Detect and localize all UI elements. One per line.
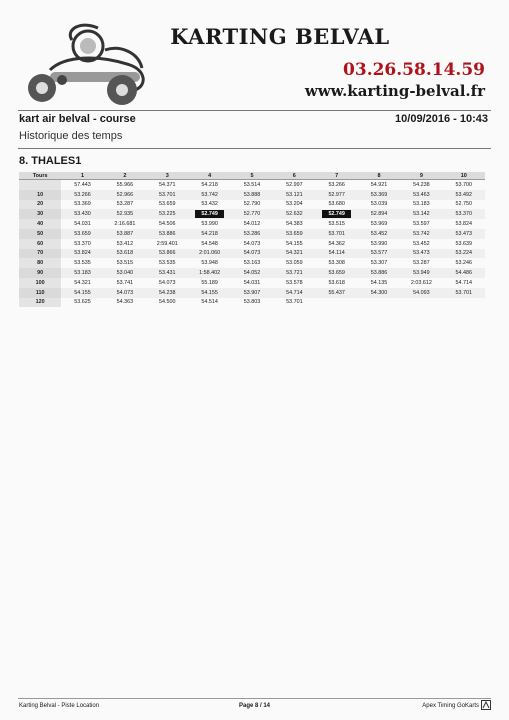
- lap-time-cell: 53.515: [328, 221, 345, 228]
- lap-time-cell: 53.059: [286, 260, 303, 267]
- page-number: Page 8 / 14: [238, 703, 271, 709]
- event-datetime: 10/09/2016 - 10:43: [395, 113, 488, 125]
- lap-time-cell: 53.700: [455, 181, 473, 188]
- lap-time-cell: 53.824: [455, 221, 473, 228]
- table-row: [19, 239, 485, 249]
- lap-time-cell: 53.266: [61, 190, 103, 200]
- header-divider: [18, 110, 491, 111]
- lap-time-cell: 53.886: [358, 268, 400, 278]
- lap-time-cell: 54.714: [273, 288, 315, 298]
- lap-time-cell: 53.742: [400, 229, 442, 239]
- lap-time-cell: 54.548: [201, 240, 218, 247]
- lap-time-cell: 53.742: [188, 190, 230, 200]
- lap-number-cell: 100: [19, 278, 61, 288]
- lap-time-cell: 53.246: [455, 260, 473, 267]
- lap-time-cell: 54.371: [159, 181, 176, 188]
- lap-time-cell: 54.321: [273, 249, 315, 259]
- lap-time-cell: 54.514: [201, 299, 218, 306]
- lap-time-cell: 54.073: [243, 240, 261, 247]
- brand-title: KARTING BELVAL: [170, 24, 390, 49]
- lap-number-cell: 90: [19, 268, 61, 278]
- lap-time-cell: 52.977: [316, 190, 358, 200]
- lap-time-cell: 53.535: [74, 260, 91, 267]
- lap-number-cell: 20: [19, 200, 61, 210]
- lap-time-cell: 54.155: [286, 240, 303, 247]
- lap-time-cell: 53.701: [146, 190, 188, 200]
- lap-time-cell: 53.741: [116, 279, 134, 286]
- lap-time-cell: 53.969: [370, 221, 388, 228]
- lap-time-cell: 54.218: [188, 229, 230, 239]
- footer-location: Karting Belval - Piste Location: [19, 703, 100, 709]
- lap-time-cell: 55.437: [316, 288, 358, 298]
- lap-time-cell: 54.031: [74, 221, 91, 228]
- lap-time-cell: 53.473: [400, 249, 442, 259]
- lap-number-cell: 110: [19, 288, 61, 298]
- lap-time-cell: 54.114: [316, 249, 358, 259]
- lap-time-cell: 53.701: [286, 299, 303, 306]
- lap-time-cell: [443, 298, 485, 308]
- lap-time-cell: 2:59.401: [156, 240, 178, 247]
- column-header-7: 7: [316, 172, 358, 180]
- lap-number-cell: 30: [19, 209, 61, 219]
- lap-time-cell: 53.432: [201, 201, 218, 208]
- lap-time-cell: 52.790: [243, 201, 261, 208]
- lap-time-cell: 53.886: [146, 229, 188, 239]
- lap-time-cell: 54.300: [358, 288, 400, 298]
- lap-time-cell: 53.412: [116, 240, 134, 247]
- lap-time-cell: 53.514: [243, 181, 261, 188]
- table-row: [19, 298, 485, 308]
- lap-time-cell: 53.266: [328, 181, 345, 188]
- lap-time-cell: 2:01.060: [188, 249, 230, 259]
- lap-time-cell: 53.142: [400, 209, 442, 219]
- lap-time-cell: 53.866: [146, 249, 188, 259]
- lap-number-cell: 10: [19, 190, 61, 200]
- lap-time-cell: 54.383: [286, 221, 303, 228]
- best-lap-time-cell: [188, 209, 230, 219]
- table-row: [19, 278, 485, 288]
- lap-time-cell: 1:58.402: [188, 268, 230, 278]
- lap-time-cell: 53.824: [61, 249, 103, 259]
- lap-number-cell: 80: [19, 258, 61, 268]
- lap-time-cell: 54.052: [231, 268, 273, 278]
- lap-time-cell: 53.369: [358, 190, 400, 200]
- lap-time-cell: 53.948: [201, 260, 218, 267]
- lap-time-cell: 53.463: [400, 190, 442, 200]
- lap-time-cell: 54.218: [201, 181, 218, 188]
- lap-time-cell: 53.659: [159, 201, 176, 208]
- column-header-3: 3: [146, 172, 188, 180]
- lap-time-cell: 53.286: [231, 229, 273, 239]
- lap-time-cell: 54.155: [188, 288, 230, 298]
- lap-time-cell: 2:03.612: [410, 279, 432, 286]
- lap-time-cell: 53.287: [116, 201, 134, 208]
- lap-time-cell: 54.073: [231, 249, 273, 259]
- lap-time-cell: 53.307: [370, 260, 388, 267]
- lap-time-cell: [316, 298, 358, 308]
- lap-time-cell: 53.659: [61, 229, 103, 239]
- lap-number-cell: 70: [19, 249, 61, 259]
- lap-time-cell: 53.597: [413, 221, 430, 228]
- lap-time-cell: 53.618: [328, 279, 345, 286]
- table-row: [19, 209, 485, 219]
- lap-time-cell: 55.966: [116, 181, 134, 188]
- lap-time-cell: 53.625: [74, 299, 91, 306]
- lap-time-cell: 53.224: [443, 249, 485, 259]
- lap-number-cell: [19, 180, 61, 190]
- lap-time-cell: 53.431: [146, 268, 188, 278]
- column-header-10: 10: [443, 172, 485, 180]
- lap-time-cell: 53.990: [370, 240, 388, 247]
- lap-number-cell: 120: [19, 298, 61, 308]
- lap-time-cell: 54.238: [413, 181, 430, 188]
- best-lap-highlight: 52.749: [195, 210, 224, 218]
- footer-divider: [18, 698, 491, 699]
- lap-time-cell: 2:16.681: [114, 221, 136, 228]
- lap-time-cell: 54.093: [400, 288, 442, 298]
- lap-time-cell: 53.659: [273, 229, 315, 239]
- table-row: [19, 219, 485, 229]
- lap-time-cell: 54.012: [243, 221, 261, 228]
- best-lap-highlight: 52.749: [322, 210, 351, 218]
- apex-timing-icon: [481, 700, 491, 710]
- lap-time-cell: 54.238: [146, 288, 188, 298]
- lap-time-cell: 54.031: [243, 279, 261, 286]
- lap-time-cell: 53.039: [370, 201, 388, 208]
- column-header-6: 6: [273, 172, 315, 180]
- lap-time-cell: 53.121: [273, 190, 315, 200]
- lap-time-cell: 52.770: [231, 209, 273, 219]
- lap-time-cell: 53.701: [316, 229, 358, 239]
- lap-time-cell: 53.515: [116, 260, 134, 267]
- subtitle-divider: [18, 148, 491, 149]
- table-header-row: [19, 172, 485, 180]
- lap-time-cell: 53.888: [231, 190, 273, 200]
- lap-time-cell: [358, 298, 400, 308]
- lap-time-cell: 53.680: [328, 201, 345, 208]
- lap-time-cell: 53.990: [201, 221, 218, 228]
- lap-time-cell: 52.894: [358, 209, 400, 219]
- column-header-4: 4: [188, 172, 230, 180]
- lap-time-cell: 52.935: [104, 209, 146, 219]
- lap-time-cell: 53.183: [413, 201, 430, 208]
- lap-time-cell: 53.370: [74, 240, 91, 247]
- page-subtitle: Historique des temps: [19, 130, 123, 142]
- lap-time-cell: 53.639: [455, 240, 473, 247]
- lap-time-cell: 53.473: [443, 229, 485, 239]
- lap-time-cell: 53.040: [104, 268, 146, 278]
- lap-time-cell: 53.287: [413, 260, 430, 267]
- lap-number-cell: 50: [19, 229, 61, 239]
- lap-time-cell: 52.750: [455, 201, 473, 208]
- table-row: [19, 258, 485, 268]
- lap-time-cell: 54.714: [455, 279, 473, 286]
- lap-time-cell: 53.370: [443, 209, 485, 219]
- column-header-5: 5: [231, 172, 273, 180]
- column-header-2: 2: [104, 172, 146, 180]
- lap-time-cell: 53.577: [358, 249, 400, 259]
- table-body: [19, 180, 485, 308]
- lap-time-cell: 54.363: [116, 299, 134, 306]
- lap-time-cell: 53.907: [231, 288, 273, 298]
- table-row: [19, 190, 485, 200]
- lap-time-cell: 54.135: [370, 279, 388, 286]
- column-header-9: 9: [400, 172, 442, 180]
- lap-time-cell: 53.535: [159, 260, 176, 267]
- table-row: [19, 268, 485, 278]
- lap-time-cell: 53.721: [273, 268, 315, 278]
- lap-time-cell: 54.486: [443, 268, 485, 278]
- lap-time-cell: 53.949: [400, 268, 442, 278]
- website-link[interactable]: www.karting-belval.fr: [304, 82, 485, 100]
- lap-time-cell: 53.452: [358, 229, 400, 239]
- column-header-1: 1: [61, 172, 103, 180]
- table-row: [19, 249, 485, 259]
- lap-time-cell: [400, 298, 442, 308]
- event-name: kart air belval - course: [19, 113, 136, 125]
- lap-time-cell: 52.632: [273, 209, 315, 219]
- lap-time-cell: 53.308: [328, 260, 345, 267]
- driver-name: 8. THALES1: [19, 155, 82, 167]
- lap-time-cell: 53.887: [104, 229, 146, 239]
- table-row: [19, 180, 485, 190]
- lap-time-cell: 53.204: [286, 201, 303, 208]
- table-row: [19, 200, 485, 210]
- lap-time-cell: 54.362: [328, 240, 345, 247]
- lap-time-cell: 54.921: [370, 181, 388, 188]
- phone-number: 03.26.58.14.59: [343, 60, 485, 80]
- lap-time-cell: 53.452: [413, 240, 430, 247]
- lap-number-cell: 60: [19, 239, 61, 249]
- lap-time-cell: 54.155: [61, 288, 103, 298]
- lap-time-cell: 54.073: [104, 288, 146, 298]
- lap-time-cell: 53.618: [104, 249, 146, 259]
- lap-time-cell: 52.966: [104, 190, 146, 200]
- lap-number-cell: 40: [19, 219, 61, 229]
- lap-times-table: [19, 172, 485, 307]
- lap-time-cell: 54.506: [159, 221, 176, 228]
- lap-time-cell: 53.492: [443, 190, 485, 200]
- lap-time-cell: 53.163: [243, 260, 261, 267]
- lap-time-cell: 53.225: [146, 209, 188, 219]
- lap-time-cell: 53.659: [316, 268, 358, 278]
- column-header-laps: Tours: [19, 172, 61, 180]
- lap-time-cell: 53.369: [74, 201, 91, 208]
- lap-time-cell: 54.500: [159, 299, 176, 306]
- best-lap-time-cell: [316, 209, 358, 219]
- footer-software: Apex Timing GoKarts: [422, 703, 479, 709]
- lap-time-cell: 57.443: [74, 181, 91, 188]
- column-header-8: 8: [358, 172, 400, 180]
- table-row: [19, 288, 485, 298]
- lap-time-cell: 55.189: [201, 279, 218, 286]
- lap-time-cell: 53.701: [443, 288, 485, 298]
- lap-time-cell: 53.803: [243, 299, 261, 306]
- table-row: [19, 229, 485, 239]
- lap-time-cell: 54.073: [159, 279, 176, 286]
- lap-time-cell: 53.578: [286, 279, 303, 286]
- lap-time-cell: 53.183: [61, 268, 103, 278]
- lap-time-cell: 52.997: [286, 181, 303, 188]
- lap-time-cell: 54.321: [74, 279, 91, 286]
- lap-time-cell: 53.430: [61, 209, 103, 219]
